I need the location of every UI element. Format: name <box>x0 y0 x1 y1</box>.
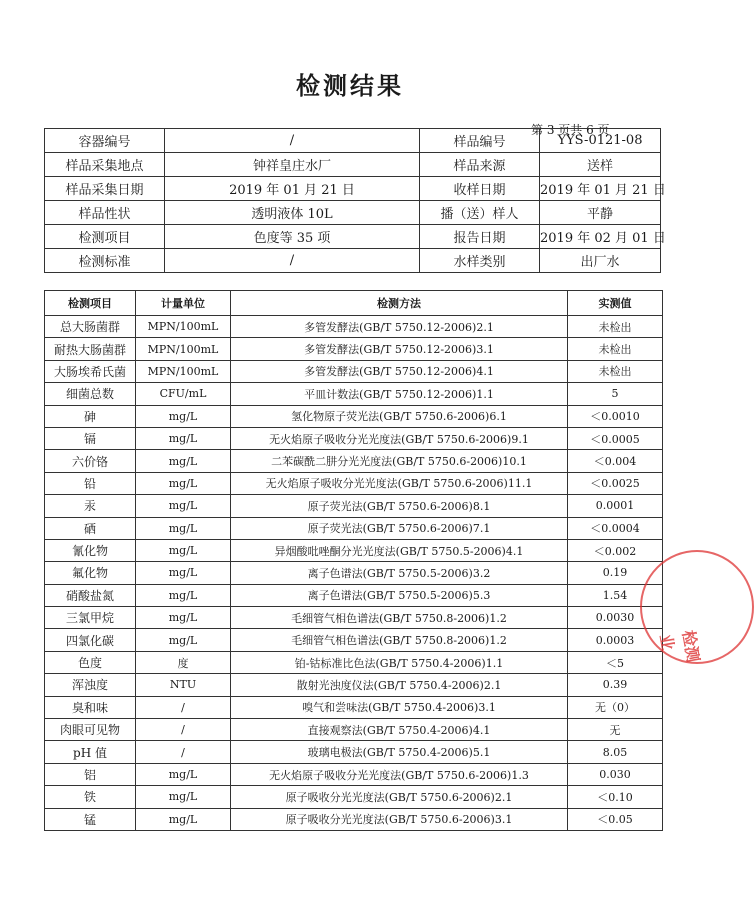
page-number: 第 3 页共 6 页 <box>531 123 610 137</box>
result-value: ＜0.0004 <box>568 517 663 539</box>
result-item: 细菌总数 <box>45 383 136 405</box>
result-method: 平皿计数法(GB/T 5750.12-2006)1.1 <box>231 383 568 405</box>
sample-info-table <box>44 128 666 273</box>
result-value: 1.54 <box>568 584 663 606</box>
result-unit: CFU/mL <box>136 383 231 405</box>
result-item: pH 值 <box>45 741 136 763</box>
header-item: 检测项目 <box>45 291 136 316</box>
header-method: 检测方法 <box>231 291 568 316</box>
result-item: 镉 <box>45 427 136 449</box>
info-label2: 报告日期 <box>420 225 540 249</box>
result-method: 玻璃电极法(GB/T 5750.4-2006)5.1 <box>231 741 568 763</box>
info-value2: 2019 年 01 月 21 日 <box>540 177 661 201</box>
info-row <box>45 225 661 249</box>
result-unit: mg/L <box>136 405 231 427</box>
info-value2: 2019 年 02 月 01 日 <box>540 225 661 249</box>
table-row <box>45 651 663 673</box>
info-label2: 播（送）样人 <box>420 201 540 225</box>
info-row <box>45 177 661 201</box>
result-method: 原子吸收分光光度法(GB/T 5750.6-2006)2.1 <box>231 786 568 808</box>
result-item: 砷 <box>45 405 136 427</box>
result-value: ＜0.0010 <box>568 405 663 427</box>
info-row <box>45 129 661 153</box>
result-unit: / <box>136 741 231 763</box>
result-value: ＜0.0025 <box>568 472 663 494</box>
result-unit: mg/L <box>136 495 231 517</box>
info-label1: 样品采集日期 <box>45 177 165 201</box>
info-row <box>45 201 661 225</box>
result-unit: MPN/100mL <box>136 338 231 360</box>
info-value1: 色度等 35 项 <box>165 225 420 249</box>
result-item: 铝 <box>45 763 136 785</box>
table-row <box>45 741 663 763</box>
result-method: 离子色谱法(GB/T 5750.5-2006)3.2 <box>231 562 568 584</box>
result-value: ＜5 <box>568 651 663 673</box>
result-item: 三氯甲烷 <box>45 607 136 629</box>
info-label2: 水样类别 <box>420 249 540 273</box>
result-item: 四氯化碳 <box>45 629 136 651</box>
result-value: ＜0.0005 <box>568 427 663 449</box>
result-value: 0.0001 <box>568 495 663 517</box>
results-header-row <box>45 291 663 316</box>
result-unit: mg/L <box>136 607 231 629</box>
result-value: 0.39 <box>568 674 663 696</box>
result-value: ＜0.05 <box>568 808 663 830</box>
result-unit: mg/L <box>136 427 231 449</box>
result-value: 0.0030 <box>568 607 663 629</box>
result-item: 锰 <box>45 808 136 830</box>
result-method: 铂-钴标准比色法(GB/T 5750.4-2006)1.1 <box>231 651 568 673</box>
info-label2: 样品编号 <box>420 129 540 153</box>
result-unit: mg/L <box>136 584 231 606</box>
table-row <box>45 338 663 360</box>
table-row <box>45 316 663 338</box>
table-row <box>45 763 663 785</box>
result-value: ＜0.004 <box>568 450 663 472</box>
result-unit: mg/L <box>136 517 231 539</box>
result-unit: mg/L <box>136 472 231 494</box>
result-item: 铁 <box>45 786 136 808</box>
result-value: ＜0.002 <box>568 539 663 561</box>
result-method: 原子荧光法(GB/T 5750.6-2006)8.1 <box>231 495 568 517</box>
table-row <box>45 808 663 830</box>
table-row <box>45 674 663 696</box>
result-item: 氟化物 <box>45 562 136 584</box>
header-value: 实测值 <box>568 291 663 316</box>
info-row <box>45 153 661 177</box>
result-unit: NTU <box>136 674 231 696</box>
info-value1: 透明液体 10L <box>165 201 420 225</box>
result-method: 无火焰原子吸收分光光度法(GB/T 5750.6-2006)11.1 <box>231 472 568 494</box>
result-value: 未检出 <box>568 338 663 360</box>
result-method: 多管发酵法(GB/T 5750.12-2006)2.1 <box>231 316 568 338</box>
result-value: 未检出 <box>568 360 663 382</box>
info-value2: YYS-0121-08 <box>540 129 661 153</box>
result-unit: MPN/100mL <box>136 360 231 382</box>
table-row <box>45 427 663 449</box>
result-method: 异烟酸吡唑酮分光光度法(GB/T 5750.5-2006)4.1 <box>231 539 568 561</box>
result-unit: mg/L <box>136 629 231 651</box>
table-row <box>45 696 663 718</box>
info-value2: 平静 <box>540 201 661 225</box>
result-method: 原子荧光法(GB/T 5750.6-2006)7.1 <box>231 517 568 539</box>
result-method: 离子色谱法(GB/T 5750.5-2006)5.3 <box>231 584 568 606</box>
result-method: 毛细管气相色谱法(GB/T 5750.8-2006)1.2 <box>231 629 568 651</box>
result-unit: mg/L <box>136 786 231 808</box>
result-value: 0.030 <box>568 763 663 785</box>
result-value: 5 <box>568 383 663 405</box>
result-value: 未检出 <box>568 316 663 338</box>
table-row <box>45 562 663 584</box>
info-value2: 出厂水 <box>540 249 661 273</box>
info-label2: 收样日期 <box>420 177 540 201</box>
result-method: 二苯碳酰二肼分光光度法(GB/T 5750.6-2006)10.1 <box>231 450 568 472</box>
stamp-text: 检测业 <box>656 628 703 664</box>
result-method: 多管发酵法(GB/T 5750.12-2006)3.1 <box>231 338 568 360</box>
result-value: 0.19 <box>568 562 663 584</box>
result-unit: / <box>136 696 231 718</box>
result-method: 无火焰原子吸收分光光度法(GB/T 5750.6-2006)9.1 <box>231 427 568 449</box>
info-value1: 钟祥皇庄水厂 <box>165 153 420 177</box>
info-label1: 检测项目 <box>45 225 165 249</box>
table-row <box>45 495 663 517</box>
result-method: 原子吸收分光光度法(GB/T 5750.6-2006)3.1 <box>231 808 568 830</box>
result-item: 大肠埃希氏菌 <box>45 360 136 382</box>
info-value1: / <box>165 129 420 153</box>
result-method: 散射光浊度仪法(GB/T 5750.4-2006)2.1 <box>231 674 568 696</box>
header-unit: 计量单位 <box>136 291 231 316</box>
table-row <box>45 472 663 494</box>
result-item: 硒 <box>45 517 136 539</box>
result-value: ＜0.10 <box>568 786 663 808</box>
page-title: 检测结果 <box>296 71 404 100</box>
result-unit: mg/L <box>136 450 231 472</box>
result-method: 氢化物原子荧光法(GB/T 5750.6-2006)6.1 <box>231 405 568 427</box>
result-value: 无 <box>568 719 663 741</box>
info-value2: 送样 <box>540 153 661 177</box>
result-method: 毛细管气相色谱法(GB/T 5750.8-2006)1.2 <box>231 607 568 629</box>
result-unit: mg/L <box>136 763 231 785</box>
info-row <box>45 249 661 273</box>
result-item: 臭和味 <box>45 696 136 718</box>
table-row <box>45 629 663 651</box>
info-label1: 检测标准 <box>45 249 165 273</box>
result-unit: / <box>136 719 231 741</box>
result-method: 多管发酵法(GB/T 5750.12-2006)4.1 <box>231 360 568 382</box>
results-table <box>44 290 663 831</box>
result-method: 直接观察法(GB/T 5750.4-2006)4.1 <box>231 719 568 741</box>
result-value: 8.05 <box>568 741 663 763</box>
result-method: 无火焰原子吸收分光光度法(GB/T 5750.6-2006)1.3 <box>231 763 568 785</box>
result-value: 无（0） <box>568 696 663 718</box>
result-unit: mg/L <box>136 562 231 584</box>
result-item: 六价铬 <box>45 450 136 472</box>
table-row <box>45 786 663 808</box>
table-row <box>45 360 663 382</box>
result-item: 铅 <box>45 472 136 494</box>
result-item: 氰化物 <box>45 539 136 561</box>
table-row <box>45 405 663 427</box>
info-label1: 容器编号 <box>45 129 165 153</box>
result-item: 浑浊度 <box>45 674 136 696</box>
result-item: 色度 <box>45 651 136 673</box>
table-row <box>45 607 663 629</box>
result-method: 嗅气和尝味法(GB/T 5750.4-2006)3.1 <box>231 696 568 718</box>
info-label1: 样品采集地点 <box>45 153 165 177</box>
result-item: 耐热大肠菌群 <box>45 338 136 360</box>
table-row <box>45 450 663 472</box>
result-value: 0.0003 <box>568 629 663 651</box>
info-value1: 2019 年 01 月 21 日 <box>165 177 420 201</box>
result-unit: mg/L <box>136 808 231 830</box>
info-label1: 样品性状 <box>45 201 165 225</box>
info-label2: 样品来源 <box>420 153 540 177</box>
result-item: 肉眼可见物 <box>45 719 136 741</box>
result-unit: MPN/100mL <box>136 316 231 338</box>
result-unit: 度 <box>136 651 231 673</box>
table-row <box>45 719 663 741</box>
table-row <box>45 383 663 405</box>
table-row <box>45 584 663 606</box>
result-unit: mg/L <box>136 539 231 561</box>
info-value1: / <box>165 249 420 273</box>
result-item: 汞 <box>45 495 136 517</box>
result-item: 总大肠菌群 <box>45 316 136 338</box>
table-row <box>45 539 663 561</box>
result-item: 硝酸盐氮 <box>45 584 136 606</box>
table-row <box>45 517 663 539</box>
